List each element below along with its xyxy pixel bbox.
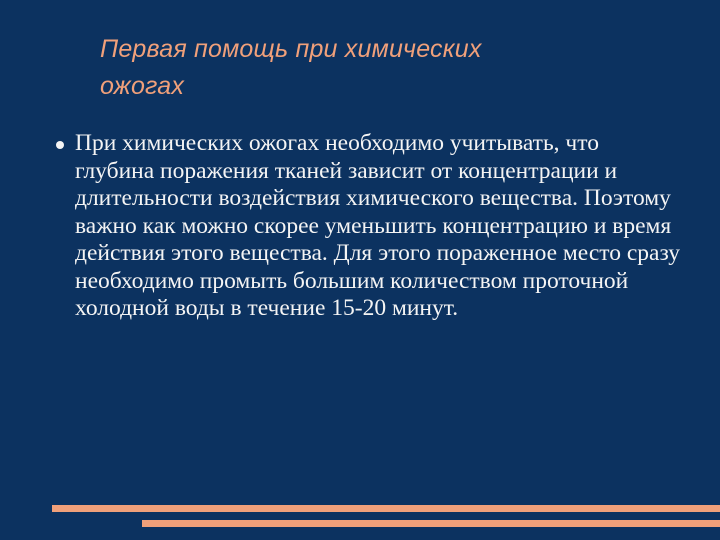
accent-stripe-top (52, 505, 720, 512)
bullet-item (50, 130, 680, 323)
slide-title (100, 31, 680, 105)
accent-stripe-bottom (142, 520, 720, 527)
slide-title-line-2: ожогах (100, 72, 185, 100)
bullet-text: При химических ожогах необходимо учитывать, что глубина поражения тканей зависит от концентрации и длительности воздействия химического вещества. Поэтому важно как можно скорее уменьшить концентрацию и время действия этого вещества. Для этого пораженное место сразу необходимо промыть большим количеством проточной холодной воды в течение 15-20 минут. (75, 130, 680, 321)
bullet-dot-icon (56, 141, 64, 149)
slide-title-line-1: Первая помощь при химических (100, 35, 482, 63)
bullet-list (50, 130, 680, 323)
